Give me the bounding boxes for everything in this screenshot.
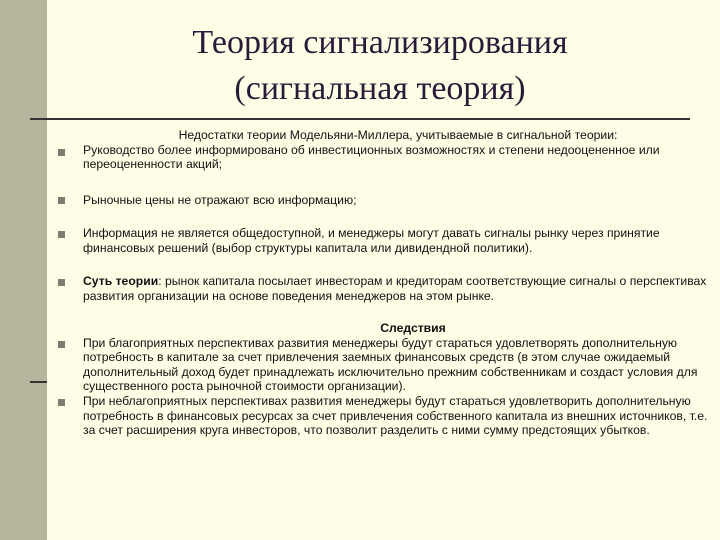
item-intro: Недостатки теории Модельяни-Миллера, учитываемые в сигнальной теории:	[178, 128, 618, 142]
title-line-1: Теория сигнализирования	[192, 24, 568, 61]
list-item	[83, 193, 713, 208]
title-line-2: (сигнальная теория)	[234, 70, 526, 107]
bullet-marker	[58, 231, 65, 238]
section-heading: Следствия	[380, 321, 446, 335]
item-text: Рыночные цены не отражают всю информацию;	[83, 193, 357, 207]
bullet-marker	[58, 279, 65, 286]
bullet-marker	[58, 197, 65, 204]
bullet-marker	[58, 149, 65, 156]
item-text: При благоприятных перспективах развития менеджеры будут стараться удовлетворять дополнительную потребность в капитале за счет привлечения заемных финансовых средств (в этом случае ожидаемый дополнительный доход будет принадлежать исключительно прежним собственникам и создаст условия для существенного роста рыночной стоимости организации).	[83, 335, 698, 394]
item-text: Руководство более информировано об инвестиционных возможностях и степени недооцененное или переоцененности акций;	[83, 142, 660, 172]
item-text: : рынок капитала посылает инвесторам и кредиторам соответствующие сигналы о перспективах развития организации на основе поведения менеджеров на этом рынке.	[83, 274, 707, 303]
item-text: При неблагоприятных перспективах развития менеджеры будут стараться удовлетворить дополнительную потребность в финансовых ресурсах за счет привлечения собственного капитала из внешних источников, т.е. за счет расширения круга инвесторов, что позволит разделить с ними сумму предстоящих убытков.	[83, 394, 708, 438]
bullet-marker	[58, 341, 65, 348]
list-item	[83, 226, 713, 255]
list-item	[83, 394, 713, 438]
list-item	[83, 274, 713, 303]
item-lead: Суть теории	[83, 274, 159, 288]
item-text: Информация не является общедоступной, и менеджеры могут давать сигналы рынку через принятие финансовых решений (выбор структуры капитала или дивидендной политики).	[83, 226, 660, 255]
bullet-marker	[58, 399, 65, 406]
list-item	[83, 321, 713, 394]
list-item	[83, 128, 713, 172]
